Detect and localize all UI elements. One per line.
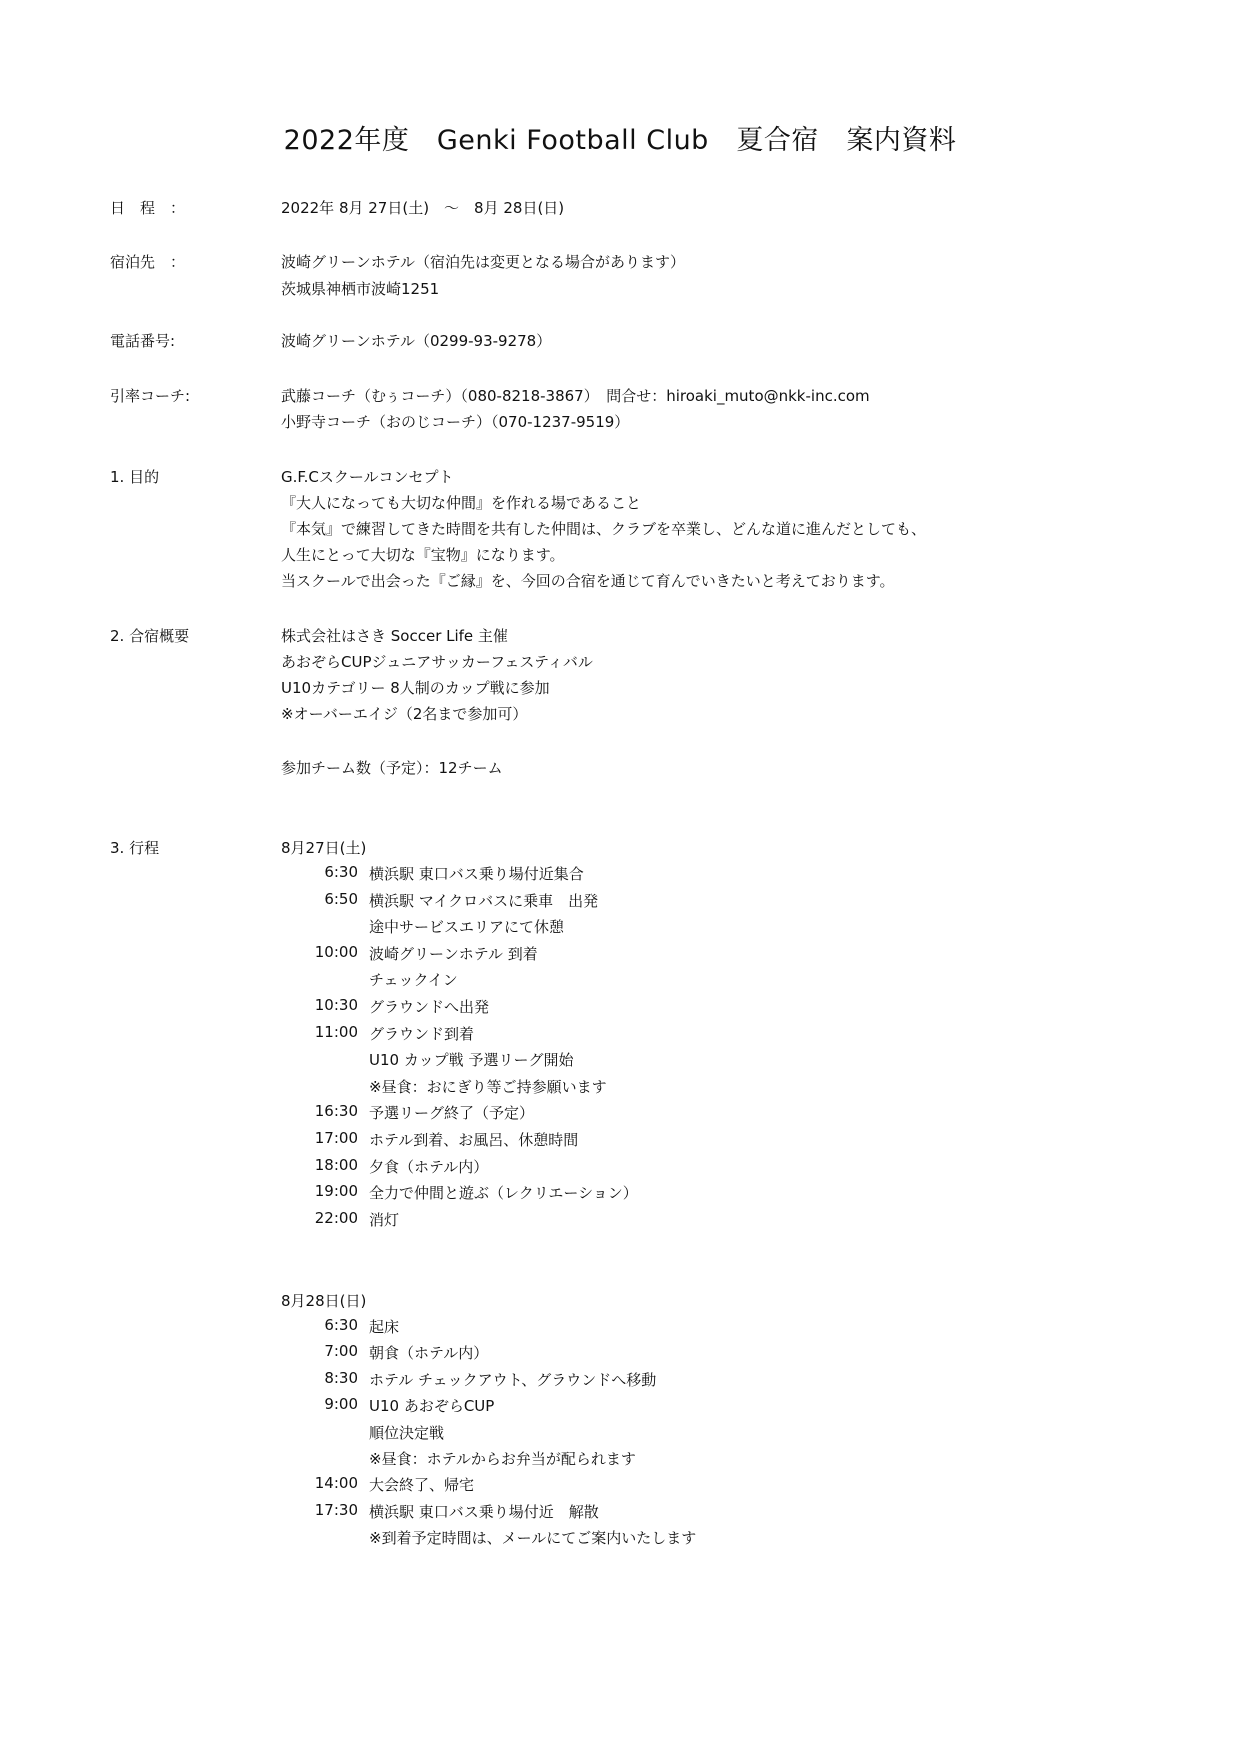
schedule-desc: グラウンド到着 [369, 1024, 475, 1043]
schedule-time: 17:30 [314, 1500, 358, 1519]
schedule-desc: ホテル到着、お風呂、休憩時間 [369, 1131, 579, 1149]
schedule-desc: ※昼食：ホテルからお弁当が配られます [369, 1450, 636, 1468]
phone-value: 波崎グリーンホテル（0299-93-9278） [281, 332, 552, 350]
schedule-row [310, 1076, 960, 1100]
schedule-row [310, 969, 960, 993]
purpose-line: 『大人になっても大切な仲間』を作れる場であること [281, 494, 642, 512]
overview-line: ※オーバーエイジ（2名まで参加可） [281, 705, 528, 723]
phone-label: 電話番号: [110, 332, 176, 350]
schedule-desc: 横浜駅 マイクロバスに乗車 出発 [369, 891, 599, 910]
schedule-desc: 順位決定戦 [369, 1423, 445, 1442]
schedule-row [310, 1049, 960, 1073]
overview-line: 株式会社はさき Soccer Life 主催 [281, 627, 508, 645]
day2-heading: 8月28日(日) [281, 1292, 367, 1310]
purpose-line: 人生にとって大切な『宝物』になります。 [281, 546, 565, 564]
schedule-time: 6:30 [324, 863, 358, 881]
schedule-time: 22:00 [314, 1208, 358, 1227]
schedule-row [310, 1422, 960, 1446]
schedule-row [310, 1501, 960, 1525]
schedule-time: 11:00 [314, 1022, 358, 1041]
schedule-row [310, 1369, 960, 1393]
lodging-label: 宿泊先 ： [110, 253, 186, 271]
schedule-row [310, 1474, 960, 1498]
purpose-line: 『本気』で練習してきた時間を共有した仲間は、クラブを卒業し、どんな道に進んだとしても、 [281, 520, 927, 538]
schedule-time: 16:30 [314, 1102, 358, 1121]
schedule-desc: チェックイン [369, 971, 458, 990]
schedule-time: 19:00 [314, 1182, 358, 1201]
schedule-time: 6:50 [324, 889, 358, 908]
page-title: 2022年度 Genki Football Club 夏合宿 案内資料 [283, 125, 957, 156]
schedule-desc: 消灯 [369, 1210, 400, 1229]
schedule-desc: ※昼食：おにぎり等ご持参願います [369, 1077, 607, 1096]
schedule-desc: グラウンドへ出発 [369, 998, 490, 1016]
schedule-row [310, 1342, 960, 1366]
team-count: 参加チーム数（予定）：12チーム [281, 759, 503, 777]
schedule-row [310, 943, 960, 967]
coach-line: 小野寺コーチ（おのじコーチ）（070-1237-9519） [281, 413, 630, 431]
schedule-row [310, 1182, 960, 1206]
schedule-desc: 夕食（ホテル内） [369, 1157, 489, 1176]
schedule-desc: ※到着予定時間は、メールにてご案内いたします [369, 1529, 697, 1548]
dates-label: 日 程 ： [110, 199, 186, 217]
itinerary-label: 3. 行程 [110, 839, 160, 857]
coach-line: 武藤コーチ（むぅコーチ）（080-8218-3867） 問合せ：hiroaki_muto@nkk-inc.com [281, 387, 870, 405]
schedule-desc: 横浜駅 東口バス乗り場付近集合 [369, 865, 584, 883]
schedule-desc: 起床 [369, 1318, 400, 1336]
schedule-row [310, 863, 960, 887]
schedule-desc: ホテル チェックアウト、グラウンドへ移動 [369, 1370, 657, 1389]
schedule-row [310, 1395, 960, 1419]
schedule-time: 7:00 [324, 1342, 358, 1361]
schedule-desc: U10 カップ戦 予選リーグ開始 [369, 1051, 574, 1070]
schedule-row [310, 1023, 960, 1047]
schedule-row [310, 1209, 960, 1233]
overview-line: あおぞらCUPジュニアサッカーフェスティバル [281, 653, 593, 671]
schedule-time: 17:00 [314, 1129, 358, 1147]
schedule-desc: 横浜駅 東口バス乗り場付近 解散 [369, 1502, 599, 1521]
schedule-row [310, 996, 960, 1020]
schedule-row [310, 1102, 960, 1126]
purpose-label: 1. 目的 [110, 468, 160, 486]
schedule-desc: 全力で仲間と遊ぶ（レクリエーション） [369, 1184, 638, 1203]
purpose-line: 当スクールで出会った『ご縁』を、今回の合宿を通じて育んでいきたいと考えております。 [281, 572, 895, 590]
day1-heading: 8月27日(土) [281, 839, 367, 857]
purpose-line: G.F.Cスクールコンセプト [281, 468, 454, 486]
schedule-time: 18:00 [314, 1155, 358, 1174]
schedule-desc: 大会終了、帰宅 [369, 1476, 475, 1495]
schedule-time: 6:30 [324, 1316, 358, 1334]
schedule-row [310, 916, 960, 940]
schedule-time: 14:00 [314, 1474, 358, 1493]
schedule-row [310, 890, 960, 914]
schedule-time: 10:00 [314, 942, 358, 961]
schedule-desc: 朝食（ホテル内） [369, 1344, 489, 1363]
schedule-row [310, 1156, 960, 1180]
dates-value: 2022年 8月 27日(土) ～ 8月 28日(日) [281, 199, 565, 217]
schedule-time: 9:00 [324, 1395, 358, 1414]
schedule-desc: 波崎グリーンホテル 到着 [369, 944, 538, 963]
schedule-row [310, 1316, 960, 1340]
schedule-row [310, 1527, 960, 1551]
schedule-desc: 予選リーグ終了（予定） [369, 1104, 535, 1123]
overview-label: 2. 合宿概要 [110, 627, 190, 645]
overview-line: U10カテゴリー 8人制のカップ戦に参加 [281, 679, 550, 697]
schedule-time: 10:30 [314, 996, 358, 1014]
schedule-row [310, 1448, 960, 1472]
lodging-line: 波崎グリーンホテル（宿泊先は変更となる場合があります） [281, 253, 685, 271]
schedule-time: 8:30 [324, 1368, 358, 1387]
coaches-label: 引率コーチ: [110, 387, 191, 405]
lodging-line: 茨城県神栖市波崎1251 [281, 280, 440, 298]
schedule-row [310, 1129, 960, 1153]
schedule-desc: U10 あおぞらCUP [369, 1397, 495, 1416]
schedule-desc: 途中サービスエリアにて休憩 [369, 918, 565, 937]
